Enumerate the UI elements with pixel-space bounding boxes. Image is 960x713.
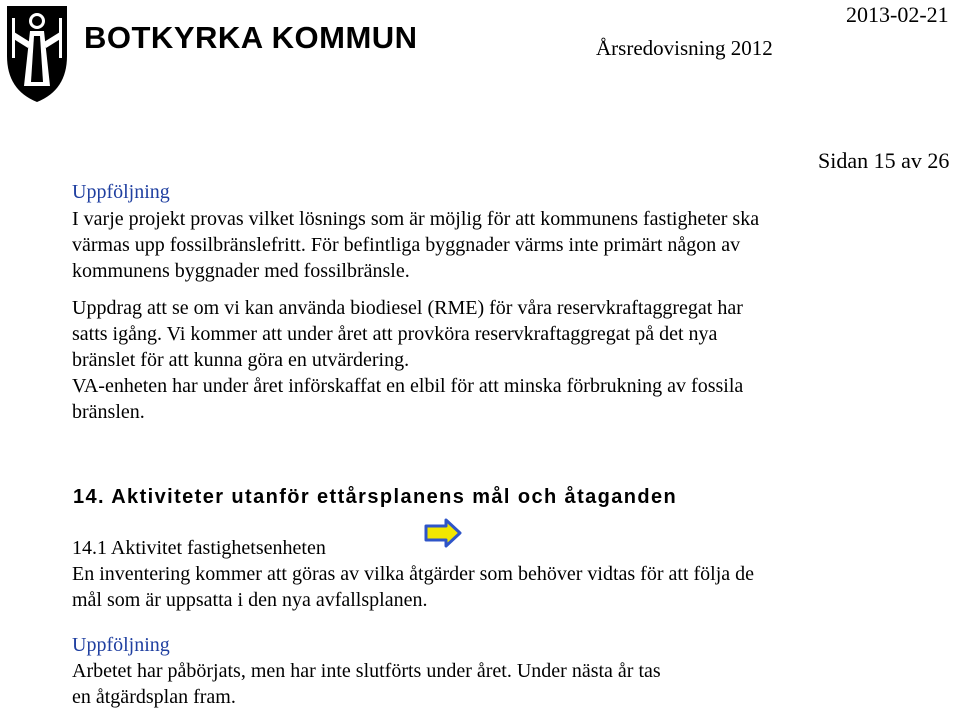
followup-heading: Uppföljning bbox=[72, 181, 170, 203]
followup-line: VA-enheten har under året införskaffat en elbil för att minska förbrukning av fossila bbox=[72, 375, 744, 397]
followup-line: I varje projekt provas vilket lösnings som är möjlig för att kommunens fastigheter ska bbox=[72, 208, 760, 230]
followup-line: Uppdrag att se om vi kan använda biodiesel (RME) för våra reservkraftaggregat har bbox=[72, 297, 743, 319]
followup-line: värmas upp fossilbränslefritt. För befintliga byggnader värms inte primärt någon av bbox=[72, 234, 741, 256]
section-heading: 14. Aktiviteter utanför ettårsplanens mål och åtaganden bbox=[73, 486, 678, 508]
subsection-heading: 14.1 Aktivitet fastighetsenheten bbox=[72, 537, 326, 559]
followup-line: kommunens byggnader med fossilbränsle. bbox=[72, 260, 410, 282]
activity-followup-line: en åtgärdsplan fram. bbox=[72, 686, 236, 708]
page-number: Sidan 15 av 26 bbox=[818, 148, 950, 173]
followup-line: bränslet för att kunna göra en utvärdering. bbox=[72, 349, 410, 371]
organization-name: BOTKYRKA KOMMUN bbox=[84, 20, 418, 55]
followup-line: bränslen. bbox=[72, 401, 145, 423]
activity-followup-line: Arbetet har påbörjats, men har inte slutförts under året. Under nästa år tas bbox=[72, 660, 661, 682]
document-date: 2013-02-21 bbox=[846, 2, 949, 27]
right-arrow-icon bbox=[424, 518, 462, 548]
activity-followup-heading: Uppföljning bbox=[72, 634, 170, 656]
activity-line: En inventering kommer att göras av vilka åtgärder som behöver vidtas för att följa de bbox=[72, 563, 755, 585]
report-title: Årsredovisning 2012 bbox=[596, 36, 773, 60]
activity-line: mål som är uppsatta i den nya avfallsplanen. bbox=[72, 589, 428, 611]
followup-line: satts igång. Vi kommer att under året att provköra reservkraftaggregat på det nya bbox=[72, 323, 718, 345]
botkyrka-coat-of-arms-icon bbox=[4, 4, 70, 104]
